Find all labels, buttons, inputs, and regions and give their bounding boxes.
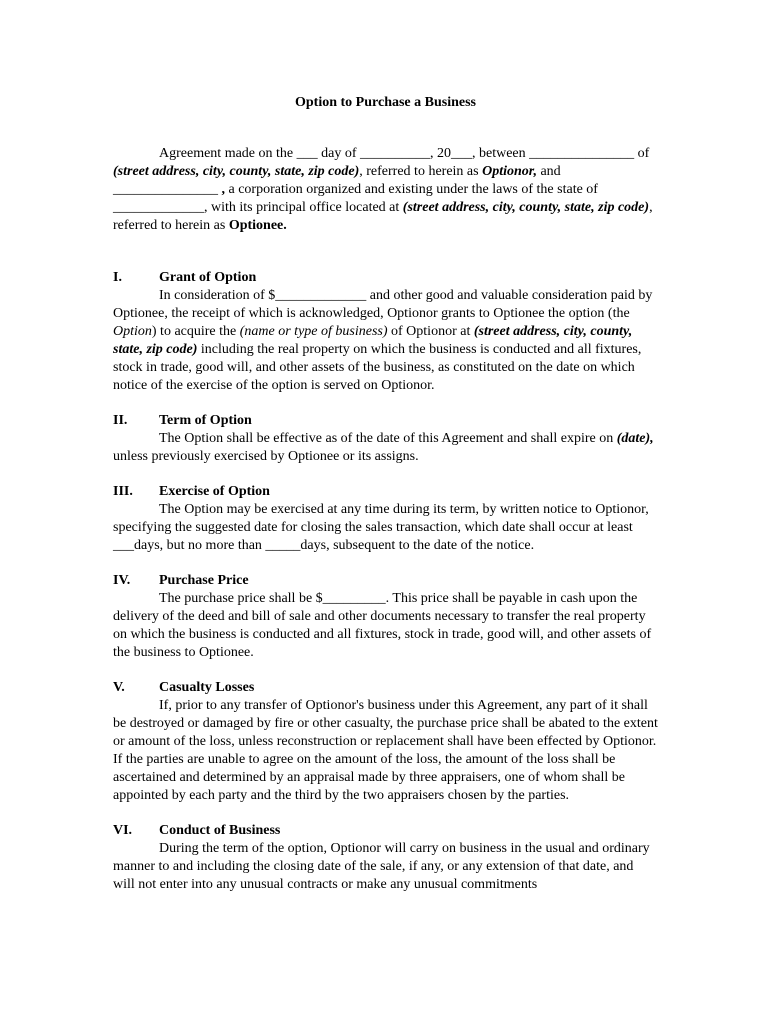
section-body [113, 840, 658, 894]
section-text: If, prior to any transfer of Optionor's business under this Agreement, any part of it shall be destroyed or damaged by fire or other casualty, the purchase price shall be abated to the extent or amount of the loss, unless reconstruction or replacement shall have been effected by Optionor. If the parties are unable to agree on the amount of the loss, the amount of the loss shall be ascertained and determined by an appraisal made by three appraisers, one of whom shall be appointed by each party and the third by the two appraisers chosen by the parties. [113, 698, 658, 803]
section-casualty-losses [113, 679, 658, 805]
section-term-of-option [113, 412, 658, 466]
optionor-term: Optionor, [482, 164, 537, 179]
section-heading [113, 412, 658, 430]
section-number: VI. [113, 823, 133, 838]
section-title: Casualty Losses [159, 680, 255, 695]
section-heading [113, 822, 658, 840]
business-placeholder: (name or type of business) [239, 324, 388, 339]
section-body [113, 501, 658, 555]
section-text: The purchase price shall be $_________. This price shall be payable in cash upon the delivery of the deed and bill of sale and other documents necessary to transfer the real property on which the business is conducted and all fixtures, stock in trade, good will, and other assets of the business to Optionee. [113, 591, 652, 660]
section-text: ) to acquire the [151, 324, 240, 339]
section-heading [113, 572, 658, 590]
section-title: Term of Option [159, 413, 252, 428]
section-number: III. [113, 484, 133, 499]
section-exercise-of-option [113, 483, 658, 555]
section-text: In consideration of $_____________ and other good and valuable consideration paid by Optionee, the receipt of which is acknowledged, Optionor grants to Optionee the option (the [113, 288, 653, 321]
section-title: Conduct of Business [159, 823, 281, 838]
section-text: During the term of the option, Optionor will carry on business in the usual and ordinary manner to and including the closing date of the sale, if any, or any extension of that date, and will not enter into any unusual contracts or make any unusual commitments [113, 841, 650, 892]
intro-text-3: and _______________ [113, 164, 561, 197]
section-body [113, 430, 658, 466]
section-title: Exercise of Option [159, 484, 270, 499]
address-placeholder: (street address, city, county, state, zip code) [113, 324, 633, 357]
intro-text-1: Agreement made on the ___ day of __________, 20___, between _______________ of [159, 146, 650, 161]
section-purchase-price [113, 572, 658, 662]
document-title: Option to Purchase a Business [295, 95, 476, 110]
intro-office-address-placeholder: (street address, city, county, state, zip code) [402, 200, 650, 215]
section-title: Purchase Price [159, 573, 249, 588]
section-heading [113, 483, 658, 501]
section-text: The Option shall be effective as of the date of this Agreement and shall expire on [159, 431, 617, 446]
section-text: including the real property on which the business is conducted and all fixtures, stock in trade, good will, and other assets of the business, as constituted on the date on which notice of the exercise of the option is served on Optionor. [113, 342, 642, 393]
section-heading [113, 269, 658, 287]
intro-paragraph [113, 145, 658, 235]
section-conduct-of-business [113, 822, 658, 894]
section-title: Grant of Option [159, 270, 257, 285]
intro-text-2: , referred to herein as [359, 164, 483, 179]
section-number: II. [113, 413, 128, 428]
section-text: of Optionor at [387, 324, 474, 339]
document-page [113, 94, 658, 894]
section-grant-of-option [113, 269, 658, 395]
section-text: The Option may be exercised at any time during its term, by written notice to Optionor, specifying the suggested date for closing the sales transaction, which date shall occur at least ___days, but no more than _____days, subsequent to the date of the notice. [113, 502, 649, 553]
optionee-term: Optionee. [228, 218, 287, 233]
section-body [113, 697, 658, 805]
section-number: IV. [113, 573, 131, 588]
section-number: V. [113, 680, 125, 695]
section-body [113, 590, 658, 662]
date-placeholder: (date), [616, 431, 654, 446]
intro-text-4: a corporation organized and existing under the laws of the state of _____________, with its principal office located at [113, 182, 598, 215]
option-term: Option [113, 324, 152, 339]
section-number: I. [113, 270, 122, 285]
intro-address-placeholder: (street address, city, county, state, zip code) [113, 164, 360, 179]
intro-text-5: , referred to herein as [113, 200, 653, 233]
section-heading [113, 679, 658, 697]
intro-comma: , [221, 182, 225, 197]
section-body [113, 287, 658, 395]
section-text: unless previously exercised by Optionee or its assigns. [113, 449, 419, 464]
